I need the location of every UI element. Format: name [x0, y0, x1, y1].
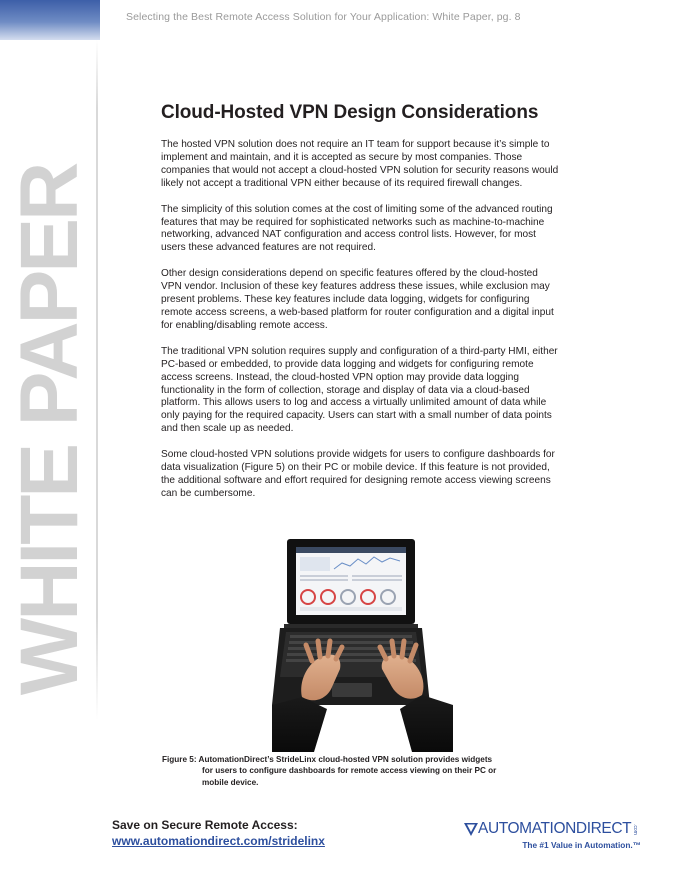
paragraph: The simplicity of this solution comes at the cost of limiting some of the advanced routing features that may be required for sophisticated networks such as machine-to-machine networking, advanced NAT configuration and access control lists. However, for most users these advanced features are not required.: [161, 203, 553, 254]
figure-caption: [162, 754, 552, 788]
figure-laptop-photo: [272, 537, 453, 752]
brand-chevron-icon: [464, 823, 478, 836]
article: [161, 102, 561, 514]
white-paper-banner-text: WHITE PAPER: [4, 164, 95, 696]
automationdirect-logo: [464, 820, 644, 856]
white-paper-banner: [0, 160, 100, 700]
paragraph: Other design considerations depend on specific features offered by the cloud-hosted VPN vendor. Inclusion of these key features address these issues, while exclusion may present problems. These key features include data logging, widgets for configuring remote access screens, a web-based platform for router configuration and a digital input for enabling/disabling remote access.: [161, 268, 554, 331]
paragraph: The traditional VPN solution requires supply and configuration of a third-party HMI, either PC-based or embedded, to provide data logging and widgets for configuring remote access screens. Instead, the cloud-hosted VPN option may provide data logging functionality in the form of collection, storage and display of data via a cloud-based platform. This allows users to log and access a virtually unlimited amount of data while only paying for the required capacity. Users can start with a small number of data points and then scale up as needed.: [161, 345, 558, 435]
caption-line: mobile device.: [202, 777, 259, 787]
page-title: Cloud-Hosted VPN Design Considerations: [161, 102, 539, 123]
header-accent-tab: [0, 0, 100, 40]
brand-suffix: .com: [632, 823, 639, 835]
caption-line: Figure 5: AutomationDirect’s StrideLinx cloud-hosted VPN solution provides widgets: [162, 755, 493, 764]
brand-tagline: The #1 Value in Automation.™: [522, 840, 641, 850]
paragraph: Some cloud-hosted VPN solutions provide widgets for users to configure dashboards for data visualization (Figure 5) on their PC or mobile device. If this feature is not provided, the additional software and effort required for designing remote access viewing screens can be cumbersome.: [161, 449, 555, 499]
running-header: Selecting the Best Remote Access Solution for Your Application: White Paper, pg. 8: [126, 11, 521, 23]
brand-name: AUTOMATIONDIRECT: [478, 820, 632, 837]
stridelinx-link[interactable]: www.automationdirect.com/stridelinx: [112, 834, 325, 848]
paragraph: The hosted VPN solution does not require an IT team for support because it’s simple to implement and maintain, and it is accepted as secure by most companies. Those companies that would not accept a cloud-hosted VPN solution for security reasons would likely not accept a traditional VPN either because of its required firewall changes.: [161, 139, 559, 189]
footer-call-to-action: Save on Secure Remote Access:: [112, 818, 298, 832]
caption-line: for users to configure dashboards for remote access viewing on their PC or: [202, 766, 497, 776]
